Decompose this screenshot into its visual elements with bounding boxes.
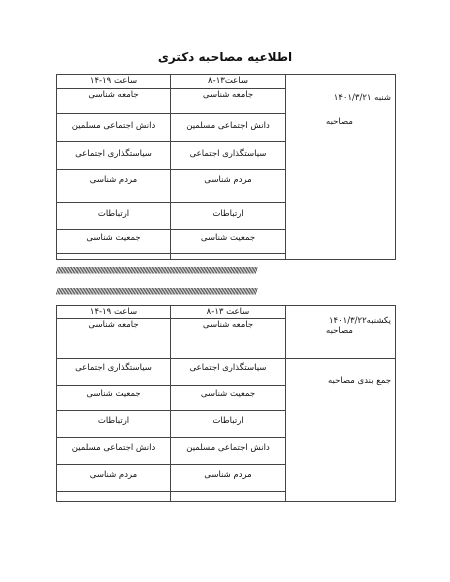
table-cell: جمعیت شناسی xyxy=(171,230,286,254)
separator-line: ////////////////////////////////////////////////////////////////////////////////////////////////////////////////////////////////////// xyxy=(56,287,257,296)
header-evening: ساعت ۱۹-۱۴ xyxy=(57,306,171,319)
header-morning: ساعت۱۳-۸ xyxy=(171,75,286,89)
day-date: شنبه ۱۴۰۱/۳/۲۱ xyxy=(333,93,391,103)
table-cell: جامعه شناسی xyxy=(171,89,286,114)
schedule-table-sunday xyxy=(56,305,396,502)
header-evening: ساعت ۱۹-۱۴ xyxy=(57,75,171,89)
empty-cell xyxy=(57,492,171,502)
table-cell: دانش اجتماعی مسلمین xyxy=(57,438,171,465)
day-cell xyxy=(286,306,396,359)
table-cell: دانش اجتماعی مسلمین xyxy=(171,114,286,142)
day-date: یکشنبه۱۴۰۱/۳/۲۲ xyxy=(328,316,391,326)
day-label: مصاحبه xyxy=(326,117,353,127)
table-cell: مردم شناسی xyxy=(57,170,171,203)
table-cell: مردم شناسی xyxy=(171,170,286,203)
table-cell: جمعیت شناسی xyxy=(57,386,171,411)
empty-cell xyxy=(171,254,286,260)
empty-cell xyxy=(171,492,286,502)
separator-line: ////////////////////////////////////////////////////////////////////////////////////////////////////////////////////////////////////// xyxy=(56,266,257,275)
table-cell: ارتباطات xyxy=(57,411,171,438)
table-cell: مردم شناسی xyxy=(171,465,286,492)
table-cell: جامعه شناسی xyxy=(171,319,286,359)
table-cell: سیاستگذاری اجتماعی xyxy=(57,142,171,170)
table-cell: ارتباطات xyxy=(171,411,286,438)
header-morning: ساعت ۱۳-۸ xyxy=(171,306,286,319)
day-label: مصاحبه xyxy=(326,326,353,336)
table-cell: مردم شناسی xyxy=(57,465,171,492)
table-cell: جامعه شناسی xyxy=(57,319,171,359)
schedule-table-saturday xyxy=(56,74,396,260)
summary-cell: جمع بندی مصاحبه xyxy=(286,359,396,502)
table-cell: جمعیت شناسی xyxy=(57,230,171,254)
empty-cell xyxy=(57,254,171,260)
day-cell xyxy=(286,75,396,260)
table-cell: سیاستگذاری اجتماعی xyxy=(57,359,171,386)
table-cell: ارتباطات xyxy=(171,203,286,230)
table-cell: سیاستگذاری اجتماعی xyxy=(171,142,286,170)
table-row xyxy=(57,359,396,386)
page-title: اطلاعیه مصاحبه دکتری xyxy=(157,50,293,64)
table-cell: جمعیت شناسی xyxy=(171,386,286,411)
table-cell: جامعه شناسی xyxy=(57,89,171,114)
table-cell: دانش اجتماعی مسلمین xyxy=(171,438,286,465)
table-cell: دانش اجتماعی مسلمین xyxy=(57,114,171,142)
table-cell: سیاستگذاری اجتماعی xyxy=(171,359,286,386)
table-cell: ارتباطات xyxy=(57,203,171,230)
